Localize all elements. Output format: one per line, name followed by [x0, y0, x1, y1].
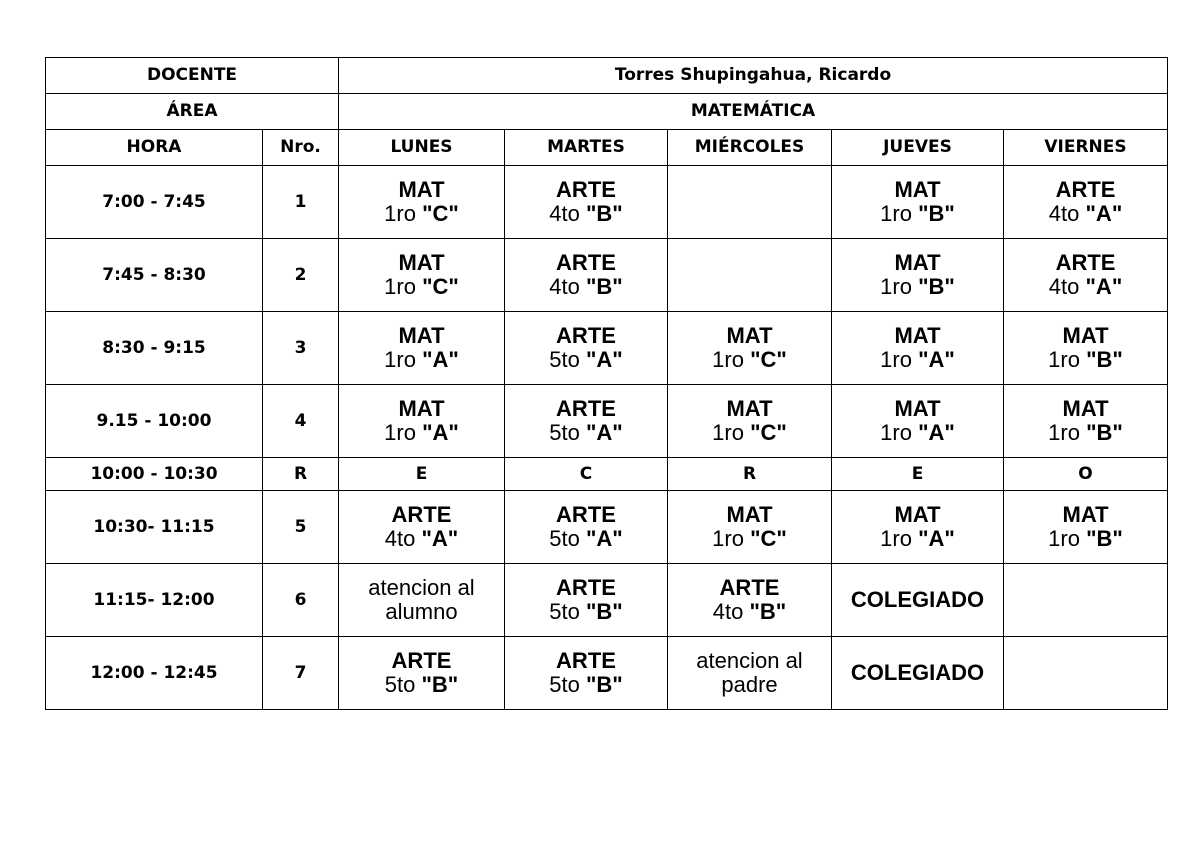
class-section: "B": [585, 672, 623, 697]
class-cell: [339, 491, 505, 564]
class-subject: ARTE: [719, 574, 780, 600]
empty-cell: [1004, 637, 1168, 710]
period-number: 7: [263, 637, 339, 710]
class-cell: [832, 385, 1004, 458]
class-cell: [339, 239, 505, 312]
class-group: [1004, 275, 1167, 299]
class-grade: 1ro: [384, 420, 416, 445]
period-number: 4: [263, 385, 339, 458]
class-cell: [832, 166, 1004, 239]
class-cell: [339, 385, 505, 458]
class-subject: ARTE: [391, 647, 452, 673]
class-group: [339, 673, 504, 697]
class-subject: MAT: [398, 322, 445, 348]
class-subject: ARTE: [556, 647, 616, 673]
class-section: "B": [749, 599, 787, 624]
break-letter: O: [1004, 458, 1168, 491]
class-grade: 1ro: [712, 526, 744, 551]
period-row: [46, 312, 1168, 385]
class-group: [1004, 202, 1167, 226]
class-subject: MAT: [726, 501, 773, 527]
class-group: [668, 348, 831, 372]
class-grade: 1ro: [712, 347, 744, 372]
class-grade: 4to: [712, 599, 744, 624]
empty-cell: [668, 166, 832, 239]
class-section: "A": [585, 526, 623, 551]
break-section: [46, 458, 1168, 491]
parent-attention-cell: [668, 637, 832, 710]
class-grade: 5to: [549, 599, 580, 624]
break-letter: C: [505, 458, 668, 491]
class-subject: ARTE: [556, 322, 616, 348]
break-letter: E: [339, 458, 505, 491]
class-cell: [505, 312, 668, 385]
class-section: "A": [585, 420, 623, 445]
class-section: "A": [585, 347, 623, 372]
class-cell: [505, 239, 668, 312]
class-group: [1004, 527, 1167, 551]
period-number: 5: [263, 491, 339, 564]
class-subject: MAT: [726, 322, 773, 348]
class-grade: 1ro: [880, 201, 912, 226]
class-group: [832, 275, 1003, 299]
class-cell: [668, 491, 832, 564]
period-time: 9.15 - 10:00: [46, 385, 263, 458]
class-section: "A": [918, 526, 955, 551]
class-grade: 1ro: [384, 201, 416, 226]
area-label: ÁREA: [46, 94, 339, 130]
area-row: [46, 94, 1168, 130]
class-cell: [832, 312, 1004, 385]
period-time: 10:30- 11:15: [46, 491, 263, 564]
note-line: alumno: [385, 599, 458, 624]
class-cell: [339, 166, 505, 239]
class-grade: 5to: [549, 526, 580, 551]
class-cell: [505, 166, 668, 239]
class-subject: MAT: [894, 249, 941, 275]
class-cell: [505, 385, 668, 458]
class-subject: ARTE: [391, 501, 452, 527]
period-row: [46, 564, 1168, 637]
class-grade: 1ro: [880, 420, 912, 445]
class-section: "B": [1086, 347, 1123, 372]
period-time: 7:45 - 8:30: [46, 239, 263, 312]
class-group: [505, 275, 667, 299]
class-subject: ARTE: [556, 574, 616, 600]
class-group: [1004, 421, 1167, 445]
class-group: [339, 275, 504, 299]
class-grade: 4to: [1048, 201, 1080, 226]
day-header-lunes: LUNES: [339, 130, 505, 166]
class-section: "C": [750, 347, 787, 372]
class-group: [668, 421, 831, 445]
class-grade: 1ro: [384, 274, 416, 299]
class-group: [668, 527, 831, 551]
class-cell: [1004, 491, 1168, 564]
class-grade: 1ro: [384, 347, 416, 372]
class-section: "C": [422, 201, 459, 226]
class-grade: 1ro: [712, 420, 744, 445]
class-subject: MAT: [894, 501, 941, 527]
nro-header: Nro.: [263, 130, 339, 166]
note-line: padre: [721, 672, 778, 697]
class-grade: 5to: [549, 347, 580, 372]
class-cell: [1004, 312, 1168, 385]
class-subject: MAT: [398, 249, 445, 275]
late-periods: [46, 491, 1168, 710]
class-section: "B": [918, 201, 955, 226]
period-row: [46, 491, 1168, 564]
class-section: "A": [421, 526, 459, 551]
class-grade: 1ro: [1048, 347, 1080, 372]
class-cell: [668, 564, 832, 637]
class-group: [505, 421, 667, 445]
class-cell: [1004, 239, 1168, 312]
class-cell: [505, 564, 668, 637]
class-subject: MAT: [1062, 395, 1109, 421]
student-attention-cell: [339, 564, 505, 637]
class-subject: MAT: [894, 322, 941, 348]
class-grade: 4to: [549, 201, 580, 226]
class-section: "B": [585, 201, 623, 226]
schedule-table: [45, 57, 1168, 710]
class-section: "C": [750, 420, 787, 445]
class-cell: [668, 312, 832, 385]
class-section: "B": [1086, 526, 1123, 551]
period-row: [46, 239, 1168, 312]
class-grade: 1ro: [1048, 526, 1080, 551]
class-section: "A": [422, 420, 459, 445]
break-time: 10:00 - 10:30: [46, 458, 263, 491]
class-subject: MAT: [894, 395, 941, 421]
class-subject: ARTE: [556, 249, 616, 275]
class-grade: 1ro: [1048, 420, 1080, 445]
docente-value: Torres Shupingahua, Ricardo: [339, 58, 1168, 94]
class-subject: MAT: [726, 395, 773, 421]
class-subject: MAT: [398, 395, 445, 421]
hora-header: HORA: [46, 130, 263, 166]
class-section: "C": [422, 274, 459, 299]
class-section: "B": [1086, 420, 1123, 445]
class-grade: 1ro: [880, 526, 912, 551]
class-section: "A": [1085, 274, 1123, 299]
class-subject: ARTE: [1055, 176, 1116, 202]
class-cell: [505, 637, 668, 710]
class-group: [832, 348, 1003, 372]
class-subject: ARTE: [556, 501, 616, 527]
period-number: 1: [263, 166, 339, 239]
class-grade: 1ro: [880, 347, 912, 372]
break-letter: E: [832, 458, 1004, 491]
class-section: "B": [585, 599, 623, 624]
class-subject: MAT: [1062, 322, 1109, 348]
class-cell: [1004, 385, 1168, 458]
class-grade: 4to: [384, 526, 416, 551]
class-group: [339, 527, 504, 551]
class-grade: 5to: [549, 672, 580, 697]
class-subject: MAT: [894, 176, 941, 202]
note-line: atencion al: [368, 574, 475, 600]
empty-cell: [1004, 564, 1168, 637]
class-group: [505, 600, 667, 624]
class-grade: 5to: [549, 420, 580, 445]
break-letter: R: [668, 458, 832, 491]
day-header-viernes: VIERNES: [1004, 130, 1168, 166]
class-group: [505, 673, 667, 697]
empty-cell: [668, 239, 832, 312]
class-section: "B": [421, 672, 459, 697]
class-group: [505, 202, 667, 226]
class-cell: [339, 312, 505, 385]
class-cell: [1004, 166, 1168, 239]
column-header-row: [46, 130, 1168, 166]
class-group: [339, 202, 504, 226]
class-cell: [505, 491, 668, 564]
class-group: [339, 348, 504, 372]
class-subject: MAT: [1062, 501, 1109, 527]
break-letter: R: [263, 458, 339, 491]
class-group: [1004, 348, 1167, 372]
day-header-miercoles: MIÉRCOLES: [668, 130, 832, 166]
class-grade: 1ro: [880, 274, 912, 299]
class-group: [832, 527, 1003, 551]
class-section: "A": [918, 420, 955, 445]
class-subject: ARTE: [556, 395, 616, 421]
period-number: 3: [263, 312, 339, 385]
class-grade: 5to: [384, 672, 416, 697]
class-group: [339, 421, 504, 445]
class-grade: 4to: [1048, 274, 1080, 299]
class-cell: [832, 239, 1004, 312]
class-grade: 4to: [549, 274, 580, 299]
day-header-martes: MARTES: [505, 130, 668, 166]
class-group: [505, 527, 667, 551]
class-section: "C": [750, 526, 787, 551]
period-time: 7:00 - 7:45: [46, 166, 263, 239]
class-group: [668, 600, 831, 624]
period-number: 2: [263, 239, 339, 312]
note-line: atencion al: [696, 647, 803, 673]
class-subject: ARTE: [556, 176, 616, 202]
class-section: "A": [918, 347, 955, 372]
period-number: 6: [263, 564, 339, 637]
class-cell: [339, 637, 505, 710]
period-row: [46, 385, 1168, 458]
docente-row: [46, 58, 1168, 94]
day-header-jueves: JUEVES: [832, 130, 1004, 166]
period-row: [46, 637, 1168, 710]
class-subject: MAT: [398, 176, 445, 202]
class-group: [832, 202, 1003, 226]
class-group: [505, 348, 667, 372]
area-value: MATEMÁTICA: [339, 94, 1168, 130]
class-subject: ARTE: [1055, 249, 1116, 275]
class-cell: [832, 491, 1004, 564]
class-section: "B": [918, 274, 955, 299]
class-section: "A": [1085, 201, 1123, 226]
docente-label: DOCENTE: [46, 58, 339, 94]
class-group: [832, 421, 1003, 445]
class-section: "A": [422, 347, 459, 372]
colegiado-cell: COLEGIADO: [832, 637, 1004, 710]
colegiado-cell: COLEGIADO: [832, 564, 1004, 637]
break-row: [46, 458, 1168, 491]
period-row: [46, 166, 1168, 239]
period-time: 11:15- 12:00: [46, 564, 263, 637]
morning-periods: [46, 166, 1168, 458]
class-cell: [668, 385, 832, 458]
period-time: 8:30 - 9:15: [46, 312, 263, 385]
class-section: "B": [585, 274, 623, 299]
period-time: 12:00 - 12:45: [46, 637, 263, 710]
